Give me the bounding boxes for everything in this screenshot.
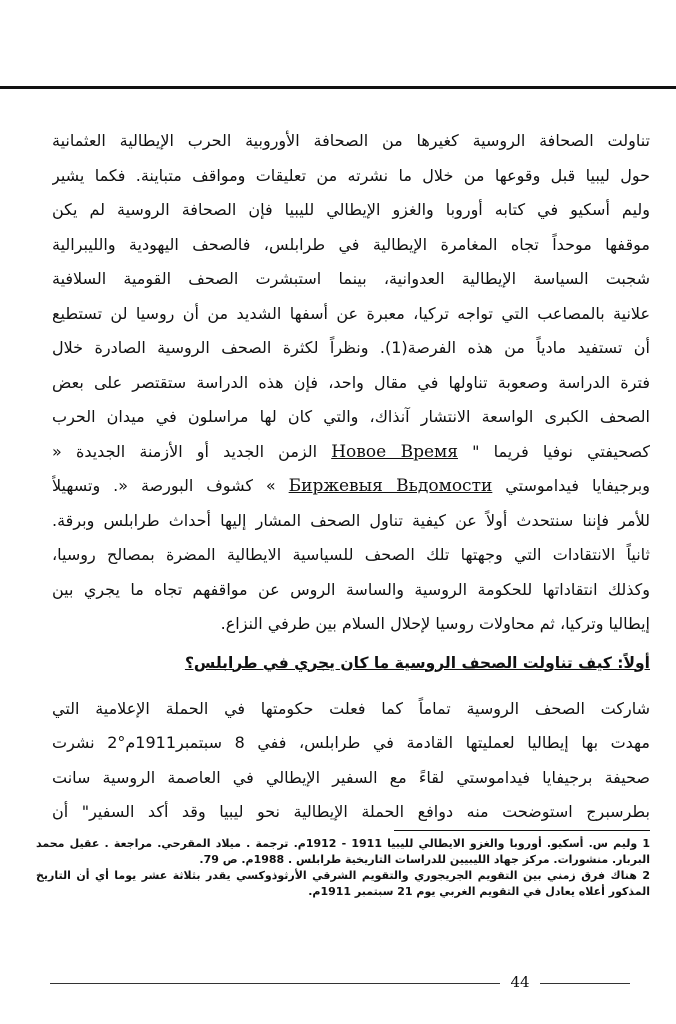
text-line: علانية بالمصاعب التي تواجه تركيا، معبرة عن أسفها الشديد من أن روسيا لن تستطيع <box>52 303 650 323</box>
text-line: شاركت الصحف الروسية تماماً كما فعلت حكومتها في الحملة الإعلامية التي <box>52 698 650 718</box>
text-segment: الزمن الجديد أو الأزمنة الجديدة « <box>52 441 318 461</box>
footnote-rule <box>394 830 650 831</box>
footnote-2: 2 هناك فرق زمني بين التقويم الجريجوري والتقويم الشرقي الأرثوذوكسي يقدر بثلاثة عشر يوما أي أن التاريخ المذكور أعلاه يعادل في التقويم الغربي يوم 21 سبتمبر 1911م. <box>36 869 650 898</box>
text-line: موقفها موحداً تجاه المغامرة الإيطالية في طرابلس، فالصحف اليهودية والليبرالية <box>52 234 650 254</box>
text-line: وكذلك انتقاداتها للحكومة الروسية والساسة الروس عن مواقفهم تجاه ما يجري بين <box>52 579 650 599</box>
top-rule <box>0 86 676 89</box>
text-line-newspaper-1 <box>52 435 650 470</box>
text-segment: » كشوف البورصة «. وتسهيلاً <box>52 476 276 495</box>
russian-title: Новое Время <box>331 441 458 462</box>
section-heading: أولاً: كيف تناولت الصحف الروسية ما كان يجري في طرابلس؟ <box>184 653 650 672</box>
text-line: مهدت بها إيطاليا لعمليتها القادمة في طرابلس، ففي 8 سبتمبر1911م°2 نشرت <box>52 733 650 752</box>
text-line: ثانياً الانتقادات التي وجهتها تلك الصحف للسياسية الايطالية المضرة بمصالح روسيا، <box>52 545 650 564</box>
text-line: شجبت السياسة الإيطالية العدوانية، بينما استبشرت الصحف القومية السلافية <box>52 269 650 288</box>
text-segment: وبرجيفايا فيداموستي <box>505 476 650 495</box>
russian-title: Биржевыя Вьдомости <box>288 476 493 496</box>
text-line: إيطاليا وتركيا، ثم محاولات روسيا لإحلال السلام بين طرفي النزاع. <box>220 614 650 633</box>
text-line: وليم أسكيو في كتابه أوروبا والغزو الإيطالي لليبيا فإن الصحافة الروسية لم يكن <box>52 200 650 219</box>
text-line: أن تستفيد مادياً من هذه الفرصة(1). ونظراً لكثرة الصحف الروسية الصادرة خلال <box>52 338 650 357</box>
text-line: للأمر فإننا سنتحدث أولاً عن كيفية تناول الصحف المشار إليها أحداث طرابلس وبرقة. <box>52 510 650 530</box>
text-segment: كصحيفتي نوفيا فريما " <box>472 441 650 461</box>
text-line: الصحف الكبرى الواسعة الانتشار آنذاك، والتي كان لها مراسلون في ميدان الحرب <box>52 407 650 426</box>
text-line: صحيفة برجيفايا فيداموستي لقاءً مع السفير الإيطالي في العاصمة الروسية سانت <box>52 767 650 787</box>
page-number: 44 <box>500 972 540 992</box>
bottom-rule <box>50 983 630 984</box>
body-text <box>52 124 650 830</box>
text-line: فترة الدراسة وصعوبة تناولها في مقال واحد، فإن هذه الدراسة ستقتصر على بعض <box>52 372 650 392</box>
text-line: تناولت الصحافة الروسية كغيرها من الصحافة الأوروبية الحرب الإيطالية العثمانية <box>52 131 650 150</box>
text-line: بطرسبرج استوضحت منه دوافع الحملة الإيطالية نحو ليبيا وقد أكد السفير" أن <box>52 802 650 821</box>
footnote-1: 1 وليم س. أسكيو. أوروبا والغزو الايطالي لليبيا 1911 - 1912م. ترجمة . ميلاد المقرحي. مراجعة . عقيل محمد البربار. منشورات. مركز جهاد الليبيين للدراسات التاريخية طرابلس . 1988م. ص 79. <box>36 837 650 866</box>
footnotes <box>36 836 650 900</box>
text-line: حول ليبيا قبل وقوعها من خلال ما نشرته من تعليقات ومواقف متباينة. فكما يشير <box>52 165 650 185</box>
text-line-newspaper-2 <box>52 469 650 504</box>
